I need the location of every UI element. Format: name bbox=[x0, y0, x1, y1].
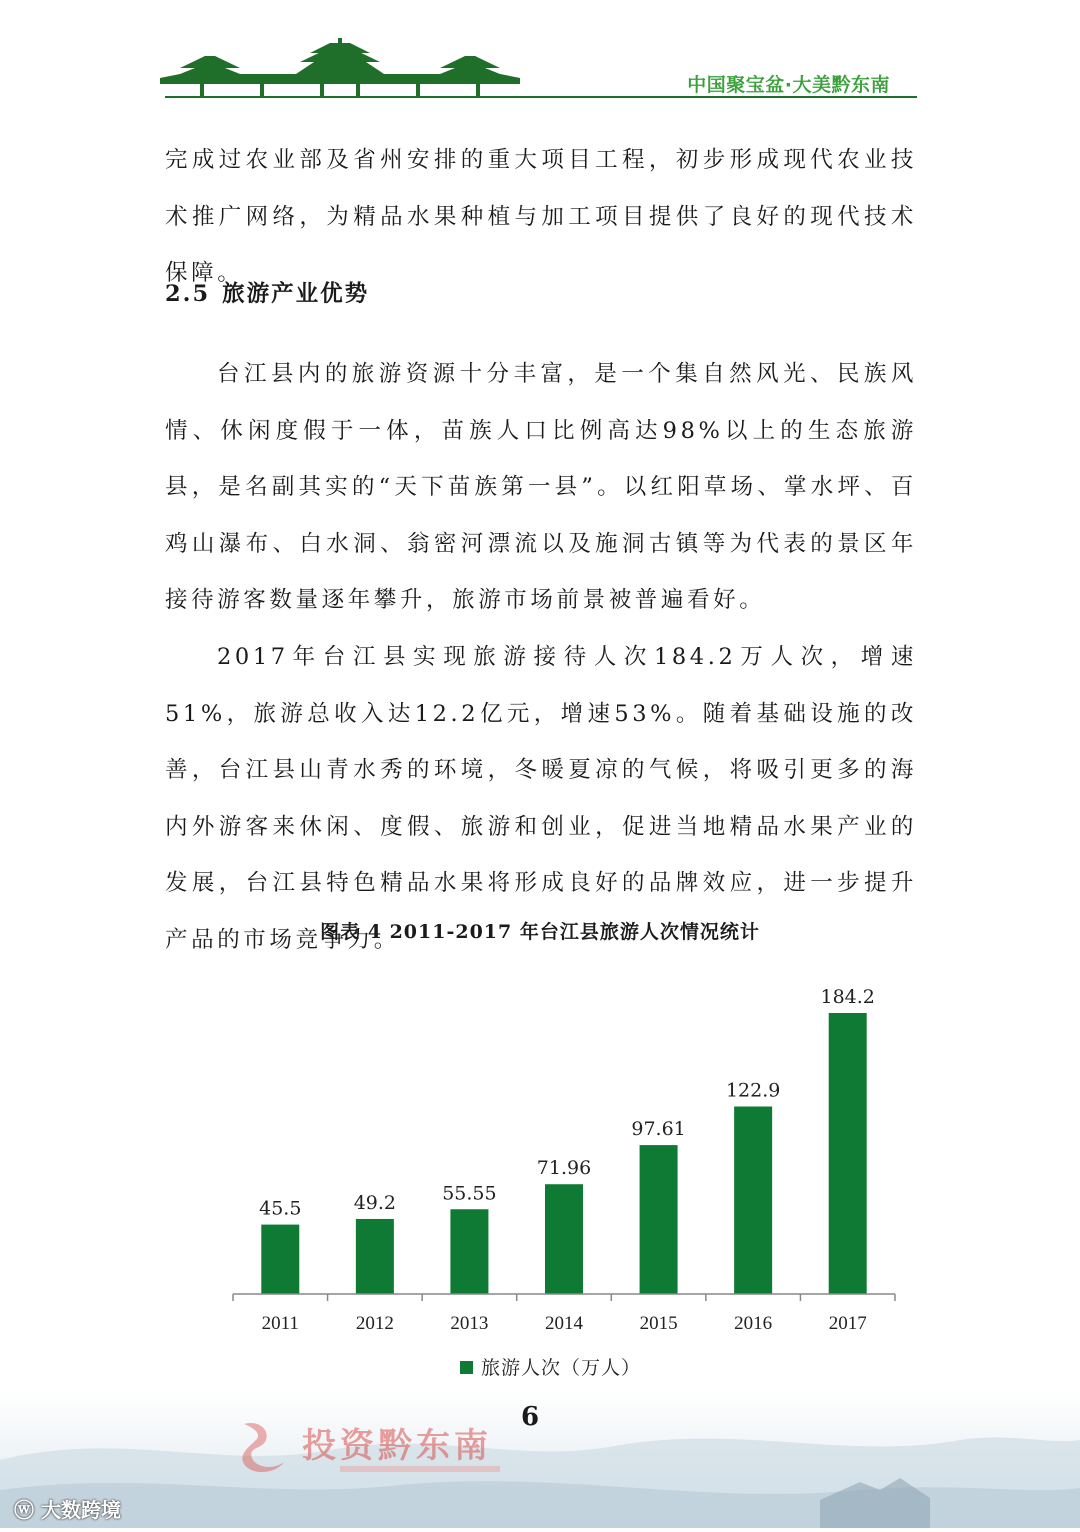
data-label-2016: 122.9 bbox=[725, 1079, 781, 1102]
paragraph-tourism-stats: 2017年台江县实现旅游接待人次184.2万人次，增速51%，旅游总收入达12.2亿元，增速53%。随着基础设施的改善，台江县山青水秀的环境，冬暖夏凉的气候，将吸引更多的海内外游客来休闲、度假、旅游和创业，促进当地精品水果产业的发展，台江县特色精品水果将形成良好的品牌效应，进一步提升产品的市场竞争力。 bbox=[165, 644, 917, 953]
bar-2015 bbox=[640, 1145, 678, 1294]
legend-swatch bbox=[460, 1361, 473, 1374]
x-tick-label-2013: 2013 bbox=[450, 1313, 489, 1334]
paragraph-tourism-resources: 台江县内的旅游资源十分丰富，是一个集自然风光、民族风情、休闲度假于一体，苗族人口比例高达98%以上的生态旅游县，是名副其实的“天下苗族第一县”。以红阳草场、掌水坪、百鸡山瀑布、白水洞、翁密河漂流以及施洞古镇等为代表的景区年接待游客数量逐年攀升，旅游市场前景被普遍看好。 bbox=[165, 361, 917, 613]
header-slogan: 中国聚宝盆·大美黔东南 bbox=[687, 74, 890, 96]
bar-2012 bbox=[356, 1219, 394, 1294]
data-label-2011: 45.5 bbox=[259, 1197, 302, 1220]
data-label-2013: 55.55 bbox=[442, 1182, 497, 1205]
intro-paragraph: 完成过农业部及省州安排的重大项目工程，初步形成现代农业技术推广网络，为精品水果种植与加工项目提供了良好的现代技术保障。 bbox=[165, 147, 917, 286]
x-tick-label-2014: 2014 bbox=[545, 1313, 583, 1334]
section-number: 2.5 bbox=[165, 281, 211, 307]
weibo-logo-icon: ⓦ bbox=[14, 1498, 34, 1522]
legend-label: 旅游人次（万人） bbox=[481, 1357, 642, 1379]
watermark bbox=[14, 1494, 121, 1523]
section-title: 旅游产业优势 bbox=[222, 281, 370, 307]
figure-caption: 图表 4 2011-2017 年台江县旅游人次情况统计 bbox=[320, 921, 760, 943]
footer-brand-subline bbox=[340, 1466, 500, 1472]
x-tick-label-2016: 2016 bbox=[734, 1313, 773, 1334]
x-tick-label-2017: 2017 bbox=[828, 1313, 867, 1334]
data-label-2017: 184.2 bbox=[820, 986, 875, 1008]
footer-brand: 投资黔东南 bbox=[302, 1426, 492, 1466]
data-label-2014: 71.96 bbox=[536, 1157, 592, 1180]
watermark-text: 大数跨境 bbox=[40, 1498, 121, 1522]
bar-2014 bbox=[545, 1184, 583, 1294]
bar-2013 bbox=[450, 1209, 488, 1294]
bar-2017 bbox=[829, 1013, 867, 1294]
bar-2016 bbox=[734, 1107, 772, 1294]
data-label-2015: 97.61 bbox=[631, 1118, 686, 1141]
pavilion-roof-icon bbox=[160, 38, 520, 98]
x-tick-label-2011: 2011 bbox=[261, 1313, 299, 1334]
page-number: 6 bbox=[520, 1402, 540, 1432]
data-label-2012: 49.2 bbox=[353, 1191, 397, 1214]
header-divider bbox=[165, 96, 917, 98]
x-tick-label-2012: 2012 bbox=[355, 1313, 394, 1334]
x-tick-label-2015: 2015 bbox=[639, 1313, 678, 1334]
page-header bbox=[0, 0, 1080, 110]
bar-chart bbox=[0, 960, 1080, 1390]
section-heading bbox=[165, 276, 369, 308]
bar-2011 bbox=[261, 1225, 299, 1294]
